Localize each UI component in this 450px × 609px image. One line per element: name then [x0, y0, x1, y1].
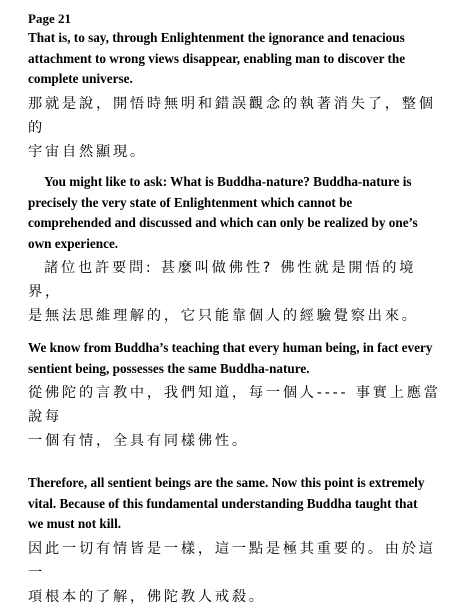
paragraph-enlightenment [28, 28, 442, 164]
paragraph-english-text: We know from Buddha’s teaching that every human being, in fact every sentient being, possesses the same Buddha-nature. [28, 340, 433, 376]
paragraph-not-kill [28, 473, 442, 609]
paragraph-english-text: Therefore, all sentient beings are the same. Now this point is extremely vital. Because of this fundamental understanding Buddha taught that we must not kill. [28, 475, 425, 531]
paragraph-chinese-text: 因此一切有情皆是一樣，這一點是極其重要的。由於這一 項根本的了解，佛陀教人戒殺。 [28, 540, 436, 605]
page-number: Page 21 [28, 11, 71, 26]
paragraph-chinese-text: 那就是說，開悟時無明和錯誤觀念的執著消失了，整個的 宇宙自然顯現。 [28, 95, 436, 160]
paragraph-chinese-text: 從佛陀的言教中，我們知道，每一個人---- 事實上應當說每 一個有情，全具有同樣佛性。 [28, 385, 441, 449]
paragraph-english-text: You might like to ask: What is Buddha-nature? Buddha-nature is precisely the very state of Enlightenment which cannot be comprehended and discussed and which can only be realized by one’s own experience. [28, 174, 418, 251]
paragraph-english-text: That is, to say, through Enlightenment the ignorance and tenacious attachment to wrong views disappear, enabling man to discover the complete universe. [28, 30, 406, 86]
paragraph-buddha-nature [28, 172, 442, 328]
paragraph-sentient-beings [28, 338, 442, 453]
paragraph-chinese-text: 諸位也許要問: 甚麼叫做佛性? 佛性就是開悟的境界， 是無法思維理解的，它只能靠個人的經驗覺察出來。 [28, 260, 419, 324]
